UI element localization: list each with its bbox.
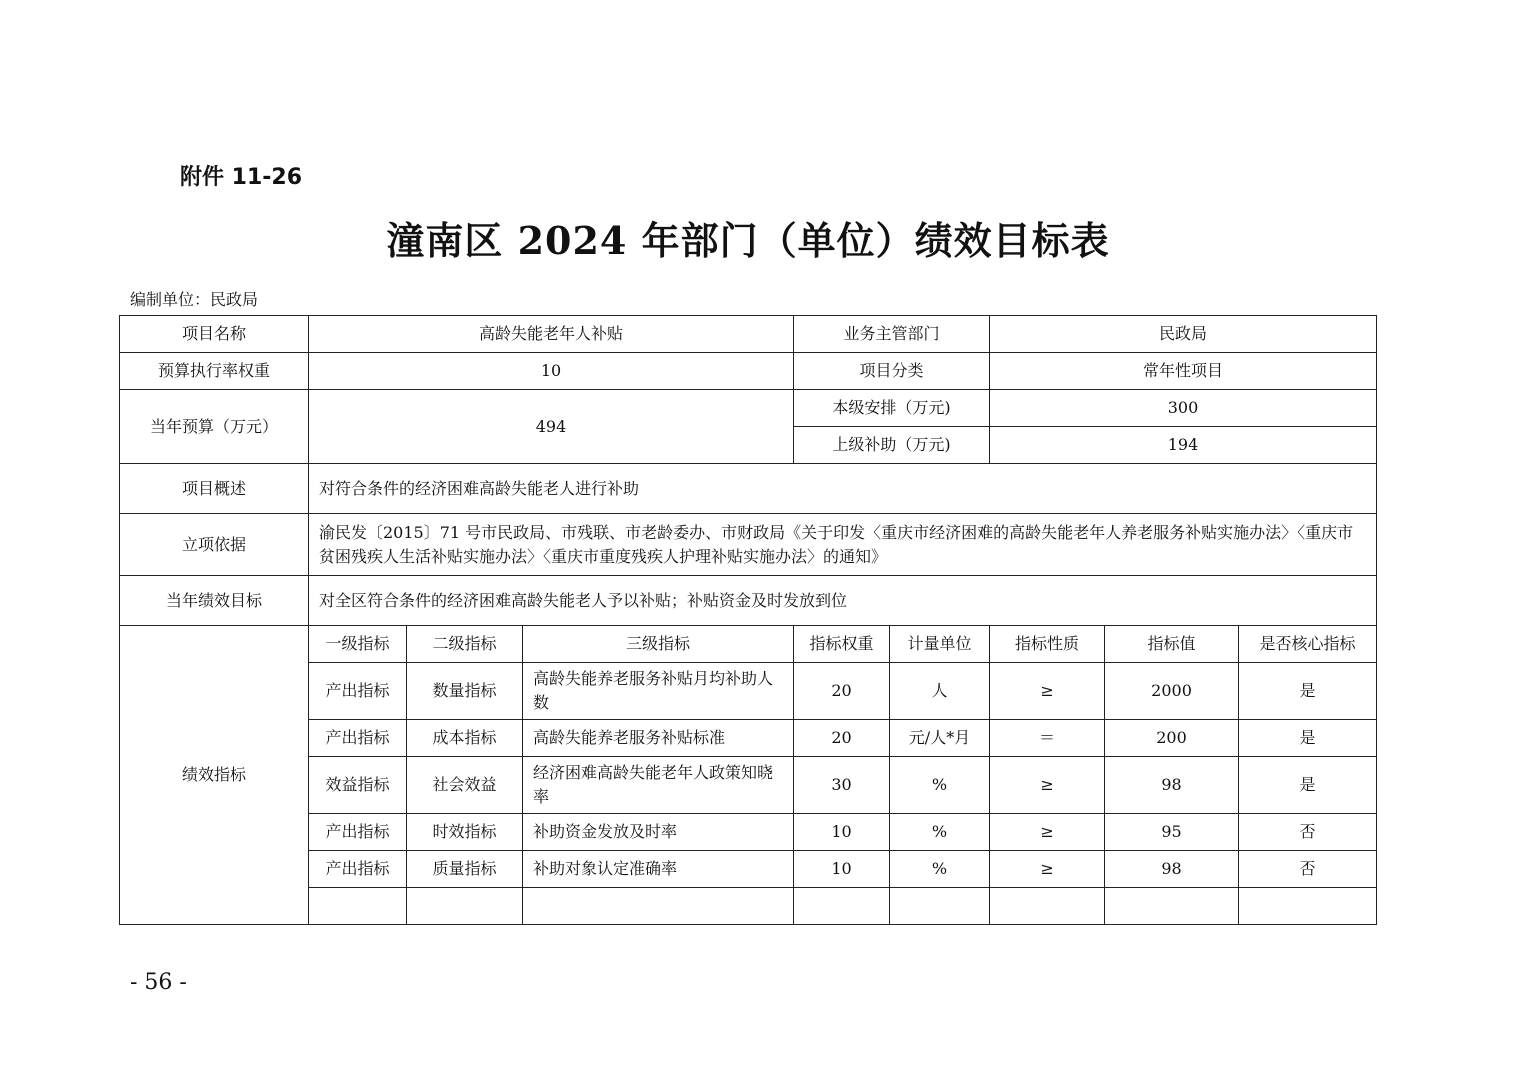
indicator-header-row bbox=[120, 626, 1377, 663]
indicator-row bbox=[120, 814, 1377, 851]
indicator-cell: 10 bbox=[794, 814, 890, 851]
row-overview bbox=[120, 464, 1377, 514]
goal-label: 当年绩效目标 bbox=[120, 576, 309, 626]
document-title: 潼南区 2024 年部门（单位）绩效目标表 bbox=[386, 218, 1110, 263]
indicator-row bbox=[120, 720, 1377, 757]
row-weight bbox=[120, 353, 1377, 390]
dept-label: 业务主管部门 bbox=[794, 316, 990, 353]
empty-cell bbox=[407, 888, 523, 925]
empty-cell bbox=[309, 888, 407, 925]
indicator-empty-row bbox=[120, 888, 1377, 925]
indicator-cell: ＝ bbox=[990, 720, 1105, 757]
indicator-cell: 95 bbox=[1105, 814, 1239, 851]
indicator-cell: 高龄失能养老服务补贴标准 bbox=[523, 720, 794, 757]
row-basis bbox=[120, 514, 1377, 576]
indicator-row bbox=[120, 663, 1377, 720]
empty-cell bbox=[890, 888, 990, 925]
indicator-cell: % bbox=[890, 814, 990, 851]
category-value: 常年性项目 bbox=[990, 353, 1377, 390]
compiling-unit: 编制单位：民政局 bbox=[130, 290, 259, 309]
empty-cell bbox=[990, 888, 1105, 925]
indicator-cell: 效益指标 bbox=[309, 757, 407, 814]
indicator-row bbox=[120, 851, 1377, 888]
indicator-row bbox=[120, 757, 1377, 814]
overview-label: 项目概述 bbox=[120, 464, 309, 514]
basis-value: 渝民发〔2015〕71 号市民政局、市残联、市老龄委办、市财政局《关于印发〈重庆市经济困难的高龄失能老年人养老服务补贴实施办法〉〈重庆市贫困残疾人生活补贴实施办法〉〈重庆市重度残疾人护理补贴实施办法〉的通知》 bbox=[309, 514, 1377, 576]
header-cell: 指标性质 bbox=[990, 626, 1105, 663]
indicator-cell: 经济困难高龄失能老年人政策知晓率 bbox=[523, 757, 794, 814]
empty-cell bbox=[523, 888, 794, 925]
empty-cell bbox=[1105, 888, 1239, 925]
project-name-label: 项目名称 bbox=[120, 316, 309, 353]
indicator-cell: 10 bbox=[794, 851, 890, 888]
indicator-cell: 质量指标 bbox=[407, 851, 523, 888]
header-cell: 一级指标 bbox=[309, 626, 407, 663]
header-cell: 三级指标 bbox=[523, 626, 794, 663]
header-cell: 指标权重 bbox=[794, 626, 890, 663]
indicator-cell: ≥ bbox=[990, 814, 1105, 851]
indicator-cell: 时效指标 bbox=[407, 814, 523, 851]
upper-label: 上级补助（万元) bbox=[794, 427, 990, 464]
basis-label: 立项依据 bbox=[120, 514, 309, 576]
indicator-cell: 产出指标 bbox=[309, 814, 407, 851]
indicator-cell: 补助对象认定准确率 bbox=[523, 851, 794, 888]
indicator-cell: 数量指标 bbox=[407, 663, 523, 720]
dept-value: 民政局 bbox=[990, 316, 1377, 353]
weight-label: 预算执行率权重 bbox=[120, 353, 309, 390]
budget-label: 当年预算（万元） bbox=[120, 390, 309, 464]
overview-value: 对符合条件的经济困难高龄失能老人进行补助 bbox=[309, 464, 1377, 514]
performance-table bbox=[119, 315, 1377, 925]
header-cell: 二级指标 bbox=[407, 626, 523, 663]
indicator-cell: 20 bbox=[794, 663, 890, 720]
indicator-cell: 元/人*月 bbox=[890, 720, 990, 757]
indicator-cell: % bbox=[890, 757, 990, 814]
header-cell: 指标值 bbox=[1105, 626, 1239, 663]
project-name-value: 高龄失能老年人补贴 bbox=[309, 316, 794, 353]
row-project-name bbox=[120, 316, 1377, 353]
indicator-cell: ≥ bbox=[990, 851, 1105, 888]
row-budget bbox=[120, 390, 1377, 427]
indicator-cell: ≥ bbox=[990, 663, 1105, 720]
indicator-cell: 98 bbox=[1105, 851, 1239, 888]
indicator-cell: % bbox=[890, 851, 990, 888]
empty-cell bbox=[794, 888, 890, 925]
local-label: 本级安排（万元) bbox=[794, 390, 990, 427]
perf-label: 绩效指标 bbox=[120, 626, 309, 925]
upper-value: 194 bbox=[990, 427, 1377, 464]
indicator-cell: 是 bbox=[1239, 757, 1377, 814]
indicator-cell: 20 bbox=[794, 720, 890, 757]
header-cell: 计量单位 bbox=[890, 626, 990, 663]
indicator-cell: 成本指标 bbox=[407, 720, 523, 757]
indicator-cell: 否 bbox=[1239, 814, 1377, 851]
goal-value: 对全区符合条件的经济困难高龄失能老人予以补贴；补贴资金及时发放到位 bbox=[309, 576, 1377, 626]
indicator-cell: ≥ bbox=[990, 757, 1105, 814]
indicator-cell: 产出指标 bbox=[309, 663, 407, 720]
indicator-cell: 否 bbox=[1239, 851, 1377, 888]
indicator-cell: 是 bbox=[1239, 663, 1377, 720]
budget-value: 494 bbox=[309, 390, 794, 464]
indicator-cell: 人 bbox=[890, 663, 990, 720]
indicator-cell: 高龄失能养老服务补贴月均补助人数 bbox=[523, 663, 794, 720]
category-label: 项目分类 bbox=[794, 353, 990, 390]
weight-value: 10 bbox=[309, 353, 794, 390]
indicator-cell: 产出指标 bbox=[309, 720, 407, 757]
row-goal bbox=[120, 576, 1377, 626]
indicator-cell: 补助资金发放及时率 bbox=[523, 814, 794, 851]
header-cell: 是否核心指标 bbox=[1239, 626, 1377, 663]
annex-label: 附件 11-26 bbox=[180, 165, 303, 190]
indicator-cell: 是 bbox=[1239, 720, 1377, 757]
page-number: - 56 - bbox=[130, 970, 187, 995]
local-value: 300 bbox=[990, 390, 1377, 427]
indicator-cell: 30 bbox=[794, 757, 890, 814]
indicator-cell: 社会效益 bbox=[407, 757, 523, 814]
indicator-cell: 200 bbox=[1105, 720, 1239, 757]
indicator-cell: 2000 bbox=[1105, 663, 1239, 720]
indicator-cell: 产出指标 bbox=[309, 851, 407, 888]
empty-cell bbox=[1239, 888, 1377, 925]
indicator-cell: 98 bbox=[1105, 757, 1239, 814]
